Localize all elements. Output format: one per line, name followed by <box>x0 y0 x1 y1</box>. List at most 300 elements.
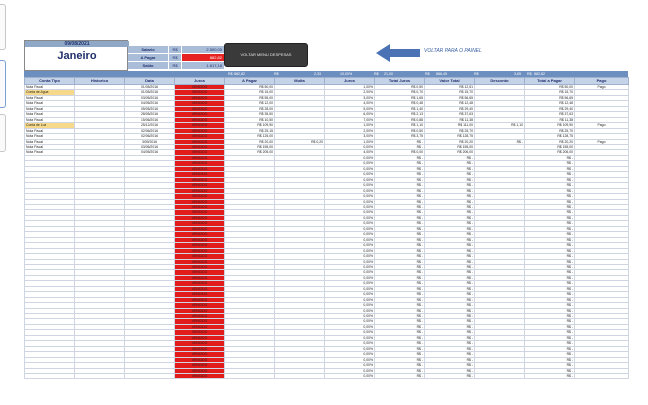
cell-total-pagar[interactable]: R$ - <box>525 161 575 166</box>
cell-juros-status[interactable]: VENCIDO <box>175 90 225 95</box>
cell-valor-total[interactable]: R$ - <box>425 177 475 182</box>
cell-juros-status[interactable]: VENCIDO <box>175 275 225 280</box>
cell-juros-status[interactable]: VENCIDO <box>175 172 225 177</box>
cell-valor-total[interactable]: R$ 29,40 <box>425 106 475 111</box>
cell-valor-total[interactable]: R$ - <box>425 308 475 313</box>
cell-juros-pct[interactable]: 0,00% <box>325 357 375 362</box>
cell-historico[interactable] <box>75 374 125 379</box>
cell-total-juros[interactable]: R$ - <box>375 172 425 177</box>
cell-multa[interactable] <box>275 374 325 379</box>
cell-desconto[interactable]: R$ 1,10 <box>475 123 525 128</box>
cell-juros-status[interactable]: VENCIDO <box>175 188 225 193</box>
cell-valor-total[interactable]: R$ - <box>425 297 475 302</box>
cell-juros-pct[interactable]: 0,00% <box>325 155 375 160</box>
cell-total-pagar[interactable]: R$ 50,00 <box>525 85 575 90</box>
cell-juros-pct[interactable]: 4,00% <box>325 101 375 106</box>
cell-juros-pct[interactable]: 0,00% <box>325 188 375 193</box>
cell-a-pagar[interactable]: R$ 125,00 <box>225 134 275 139</box>
cell-valor-total[interactable]: R$ - <box>425 166 475 171</box>
cell-juros-status[interactable]: VENCIDO <box>175 221 225 226</box>
cell-juros-pct[interactable]: 0,00% <box>325 319 375 324</box>
cell-pago[interactable]: Pago <box>575 85 629 90</box>
cell-juros-pct[interactable]: 4,00% <box>325 150 375 155</box>
cell-total-pagar[interactable]: R$ - <box>525 374 575 379</box>
cell-total-juros[interactable]: R$ 1,65 <box>375 95 425 100</box>
cell-a-pagar[interactable]: R$ 28,00 <box>225 106 275 111</box>
cell-juros-status[interactable]: VENCIDO <box>175 264 225 269</box>
cell-valor-total[interactable]: R$ - <box>425 183 475 188</box>
cell-total-juros[interactable]: R$ - <box>375 264 425 269</box>
column-header[interactable]: Multa <box>275 78 325 85</box>
cell-data[interactable]: 01/05/2016 <box>125 85 175 90</box>
cell-juros-pct[interactable]: 3,00% <box>325 134 375 139</box>
cell-juros-status[interactable]: VENCIDO <box>175 161 225 166</box>
cell-total-pagar[interactable]: R$ - <box>525 177 575 182</box>
cell-total-juros[interactable]: R$ - <box>375 330 425 335</box>
cell-valor-total[interactable]: R$ - <box>425 352 475 357</box>
cell-total-juros[interactable]: R$ - <box>375 183 425 188</box>
cell-valor-total[interactable]: R$ - <box>425 314 475 319</box>
cell-data[interactable] <box>125 374 175 379</box>
cell-total-juros[interactable]: R$ - <box>375 357 425 362</box>
cell-total-juros[interactable]: R$ 0,50 <box>375 128 425 133</box>
cell-juros-status[interactable]: VENCIDO <box>175 368 225 373</box>
cell-valor-total[interactable]: R$ 56,65 <box>425 95 475 100</box>
cell-a-pagar[interactable]: R$ 35,50 <box>225 112 275 117</box>
cell-total-juros[interactable]: R$ 0,88 <box>375 117 425 122</box>
cell-juros-pct[interactable]: 0,00% <box>325 368 375 373</box>
column-header[interactable]: Pago <box>575 78 629 85</box>
cell-a-pagar[interactable]: R$ 109,90 <box>225 123 275 128</box>
cell-valor-total[interactable]: R$ - <box>425 199 475 204</box>
cell-juros-pct[interactable]: 1,00% <box>325 85 375 90</box>
cell-total-pagar[interactable]: R$ - <box>525 199 575 204</box>
column-header[interactable]: Desconto <box>475 78 525 85</box>
cell-valor-total[interactable]: R$ - <box>425 226 475 231</box>
cell-valor-total[interactable]: R$ - <box>425 286 475 291</box>
cell-total-juros[interactable]: R$ - <box>375 259 425 264</box>
cell-total-juros[interactable]: R$ - <box>375 324 425 329</box>
cell-juros-status[interactable]: VENCIDO <box>175 248 225 253</box>
cell-a-pagar[interactable]: R$ 10,50 <box>225 117 275 122</box>
cell-total-pagar[interactable]: R$ 25,70 <box>525 128 575 133</box>
cell-juros-status[interactable]: VENCIDO <box>175 183 225 188</box>
cell-valor-total[interactable]: R$ 128,75 <box>425 134 475 139</box>
cell-total-pagar[interactable]: R$ - <box>525 221 575 226</box>
cell-juros-pct[interactable]: 0,00% <box>325 270 375 275</box>
cell-multa[interactable]: R$ 0,20 <box>275 139 325 144</box>
cell-total-pagar[interactable]: R$ - <box>525 172 575 177</box>
cell-total-pagar[interactable]: R$ - <box>525 270 575 275</box>
cell-juros-pct[interactable]: 0,00% <box>325 161 375 166</box>
cell-juros-status[interactable]: VENCIDO <box>175 281 225 286</box>
cell-total-pagar[interactable]: R$ 29,40 <box>525 106 575 111</box>
cell-a-pagar[interactable]: R$ 20,00 <box>225 139 275 144</box>
cell-juros-status[interactable]: VENCIDO <box>175 123 225 128</box>
cell-juros-pct[interactable]: 0,00% <box>325 166 375 171</box>
cell-data[interactable]: 28/05/2016 <box>125 112 175 117</box>
cell-valor-total[interactable]: R$ - <box>425 243 475 248</box>
cell-juros-pct[interactable]: 0,00% <box>325 308 375 313</box>
cell-valor-total[interactable]: R$ - <box>425 281 475 286</box>
cell-valor-total[interactable]: R$ - <box>425 248 475 253</box>
cell-juros-status[interactable]: VENCIDO <box>175 101 225 106</box>
cell-tipo[interactable]: Nota Fiscal <box>25 106 75 111</box>
cell-valor-total[interactable]: R$ - <box>425 363 475 368</box>
cell-juros-pct[interactable]: 0,00% <box>325 324 375 329</box>
cell-a-pagar[interactable]: R$ 55,00 <box>225 95 275 100</box>
cell-total-juros[interactable]: R$ - <box>375 254 425 259</box>
cell-juros-pct[interactable]: 1,00% <box>325 123 375 128</box>
cell-juros-status[interactable]: VENCIDO <box>175 237 225 242</box>
cell-total-juros[interactable]: R$ - <box>375 194 425 199</box>
cell-total-juros[interactable]: R$ - <box>375 221 425 226</box>
cell-juros-status[interactable]: VENCIDO <box>175 254 225 259</box>
cell-juros-pct[interactable]: 0,00% <box>325 232 375 237</box>
cell-juros-status[interactable]: VENCIDO <box>175 226 225 231</box>
cell-valor-total[interactable]: R$ 111,00 <box>425 123 475 128</box>
cell-total-juros[interactable]: R$ 0,50 <box>375 85 425 90</box>
cell-total-pagar[interactable]: R$ 109,90 <box>525 123 575 128</box>
cell-tipo[interactable]: Conta de Agua <box>25 90 75 95</box>
cell-tipo[interactable]: Nota Fiscal <box>25 144 75 149</box>
cell-juros-status[interactable]: VENCIDO <box>175 324 225 329</box>
cell-pago[interactable] <box>575 374 629 379</box>
cell-valor-total[interactable]: R$ - <box>425 221 475 226</box>
cell-total-pagar[interactable]: R$ - <box>525 204 575 209</box>
cell-juros-pct[interactable]: 0,00% <box>325 215 375 220</box>
cell-a-pagar[interactable]: R$ 205,00 <box>225 150 275 155</box>
column-header[interactable]: Historico <box>75 78 125 85</box>
cell-total-juros[interactable]: R$ - <box>375 374 425 379</box>
cell-total-juros[interactable]: R$ - <box>375 292 425 297</box>
cell-valor-total[interactable]: R$ - <box>425 254 475 259</box>
cell-total-juros[interactable]: R$ - <box>375 308 425 313</box>
cell-total-juros[interactable]: R$ - <box>375 363 425 368</box>
cell-a-pagar[interactable]: R$ 25,15 <box>225 128 275 133</box>
cell-valor-total[interactable]: R$ - <box>425 232 475 237</box>
cell-total-juros[interactable]: R$ 1,40 <box>375 106 425 111</box>
cell-tipo[interactable]: Nota Fiscal <box>25 139 75 144</box>
cell-valor-total[interactable]: R$ - <box>425 259 475 264</box>
cell-data[interactable]: 03/05/2016 <box>125 95 175 100</box>
cell-total-pagar[interactable]: R$ 206,00 <box>525 150 575 155</box>
cell-total-pagar[interactable]: R$ - <box>525 346 575 351</box>
cell-juros-status[interactable]: VENCIDO <box>175 330 225 335</box>
cell-valor-total[interactable]: R$ - <box>425 264 475 269</box>
cell-valor-total[interactable]: R$ - <box>425 204 475 209</box>
column-header[interactable]: Total a Pagar <box>525 78 575 85</box>
cell-juros-status[interactable]: VENCIDO <box>175 112 225 117</box>
cell-juros-status[interactable]: VENCIDO <box>175 204 225 209</box>
cell-data[interactable]: 3/09/2016 <box>125 139 175 144</box>
cell-total-pagar[interactable]: R$ - <box>525 210 575 215</box>
cell-data[interactable]: 02/06/2016 <box>125 134 175 139</box>
cell-tipo[interactable]: Nota Fiscal <box>25 95 75 100</box>
cell-total-juros[interactable]: R$ - <box>375 166 425 171</box>
cell-valor-total[interactable]: R$ - <box>425 155 475 160</box>
column-header[interactable]: Valor Total <box>425 78 475 85</box>
cell-juros-pct[interactable]: 0,00% <box>325 297 375 302</box>
cell-valor-total[interactable]: R$ 15,70 <box>425 90 475 95</box>
cell-a-pagar[interactable] <box>225 374 275 379</box>
cell-data[interactable]: 02/06/2016 <box>125 128 175 133</box>
column-header[interactable]: Juros <box>175 78 225 85</box>
cell-valor-total[interactable]: R$ - <box>425 188 475 193</box>
cell-total-pagar[interactable]: R$ - <box>525 155 575 160</box>
cell-valor-total[interactable]: R$ 25,70 <box>425 128 475 133</box>
arrow-left-icon[interactable] <box>376 44 420 62</box>
cell-total-pagar[interactable]: R$ 155,00 <box>525 144 575 149</box>
cell-tipo[interactable]: Nota Fiscal <box>25 85 75 90</box>
cell-valor-total[interactable]: R$ - <box>425 161 475 166</box>
cell-juros-status[interactable]: VENCIDO <box>175 177 225 182</box>
cell-tipo[interactable]: Nota Fiscal <box>25 134 75 139</box>
cell-total-juros[interactable]: R$ - <box>375 139 425 144</box>
cell-total-pagar[interactable]: R$ - <box>525 183 575 188</box>
cell-total-pagar[interactable]: R$ - <box>525 297 575 302</box>
cell-juros-pct[interactable]: 0,00% <box>325 352 375 357</box>
cell-juros-status[interactable]: VENCIDO <box>175 270 225 275</box>
cell-total-pagar[interactable]: R$ - <box>525 324 575 329</box>
cell-valor-total[interactable]: R$ 12,48 <box>425 101 475 106</box>
cell-juros-pct[interactable]: 0,00% <box>325 330 375 335</box>
cell-juros-status[interactable]: VENCIDO <box>175 134 225 139</box>
cell-valor-total[interactable]: R$ - <box>425 303 475 308</box>
cell-total-juros[interactable]: R$ - <box>375 281 425 286</box>
cell-valor-total[interactable]: R$ - <box>425 237 475 242</box>
cell-total-juros[interactable]: R$ - <box>375 286 425 291</box>
cell-total-juros[interactable]: R$ - <box>375 243 425 248</box>
cell-total-pagar[interactable]: R$ - <box>525 232 575 237</box>
column-header[interactable]: A Pagar <box>225 78 275 85</box>
cell-juros-pct[interactable]: 0,00% <box>325 314 375 319</box>
cell-juros-status[interactable]: VENCIDO <box>175 106 225 111</box>
cell-total-pagar[interactable]: R$ 20,20 <box>525 139 575 144</box>
cell-juros-status[interactable]: VENCIDO <box>175 139 225 144</box>
cell-juros-pct[interactable]: 0,00% <box>325 374 375 379</box>
cell-total-pagar[interactable]: R$ - <box>525 254 575 259</box>
cell-juros-status[interactable]: VENCIDO <box>175 117 225 122</box>
cell-total-pagar[interactable]: R$ - <box>525 363 575 368</box>
cell-total-juros[interactable]: R$ - <box>375 314 425 319</box>
cell-valor-total[interactable]: R$ - <box>425 275 475 280</box>
cell-juros-status[interactable]: VENCIDO <box>175 341 225 346</box>
cell-tipo[interactable]: Nota Fiscal <box>25 128 75 133</box>
cell-total-juros[interactable]: R$ - <box>375 335 425 340</box>
cell-juros-pct[interactable]: 0,00% <box>325 335 375 340</box>
cell-juros-pct[interactable]: 0,00% <box>325 248 375 253</box>
cell-total-juros[interactable]: R$ - <box>375 215 425 220</box>
cell-juros-status[interactable]: VENCIDO <box>175 292 225 297</box>
cell-total-pagar[interactable]: R$ - <box>525 368 575 373</box>
voltar-menu-despesas-button[interactable]: VOLTAR MENU DESPESAS <box>224 43 308 67</box>
column-header[interactable]: Total Juros <box>375 78 425 85</box>
cell-data[interactable]: 04/05/2016 <box>125 101 175 106</box>
cell-valor-total[interactable]: R$ - <box>425 324 475 329</box>
cell-total-juros[interactable]: R$ 1,10 <box>375 123 425 128</box>
cell-juros-pct[interactable]: 0,00% <box>325 286 375 291</box>
cell-a-pagar[interactable]: R$ 15,00 <box>225 90 275 95</box>
cell-total-pagar[interactable]: R$ - <box>525 314 575 319</box>
cell-juros-pct[interactable]: 5,00% <box>325 106 375 111</box>
cell-valor-total[interactable]: R$ 206,00 <box>425 150 475 155</box>
cell-total-juros[interactable]: R$ - <box>375 199 425 204</box>
cell-juros-status[interactable]: VENCIDO <box>175 150 225 155</box>
cell-juros-status[interactable]: VENCIDO <box>175 335 225 340</box>
cell-total-pagar[interactable]: R$ - <box>525 308 575 313</box>
cell-total-juros[interactable]: R$ - <box>375 270 425 275</box>
cell-total-juros[interactable]: R$ - <box>375 275 425 280</box>
cell-juros-pct[interactable]: 0,00% <box>325 341 375 346</box>
cell-valor-total[interactable]: R$ 11,38 <box>425 117 475 122</box>
cell-juros-status[interactable]: VENCIDO <box>175 303 225 308</box>
cell-juros-status[interactable]: VENCIDO <box>175 95 225 100</box>
cell-juros-pct[interactable]: 0,00% <box>325 264 375 269</box>
cell-total-juros[interactable]: R$ - <box>375 177 425 182</box>
cell-juros-status[interactable]: VENCIDO <box>175 243 225 248</box>
cell-a-pagar[interactable]: R$ 12,00 <box>225 101 275 106</box>
cell-total-pagar[interactable]: R$ 128,75 <box>525 134 575 139</box>
cell-juros-status[interactable]: VENCIDO <box>175 374 225 379</box>
cell-valor-total[interactable]: R$ - <box>425 172 475 177</box>
cell-data[interactable]: 03/06/2016 <box>125 144 175 149</box>
cell-total-juros[interactable]: R$ - <box>375 161 425 166</box>
cell-juros-pct[interactable]: 0,00% <box>325 144 375 149</box>
cell-tipo[interactable]: Nota Fiscal <box>25 101 75 106</box>
cell-juros-status[interactable]: VENCIDO <box>175 194 225 199</box>
cell-juros-pct[interactable]: 1,00% <box>325 139 375 144</box>
cell-juros-status[interactable]: VENCIDO <box>175 259 225 264</box>
cell-total-juros[interactable]: R$ - <box>375 144 425 149</box>
cell-valor-total[interactable]: R$ - <box>425 346 475 351</box>
cell-total-pagar[interactable]: R$ - <box>525 352 575 357</box>
side-tab-2[interactable] <box>0 60 6 108</box>
cell-total-juros[interactable]: R$ - <box>375 248 425 253</box>
cell-juros-pct[interactable]: 0,00% <box>325 275 375 280</box>
cell-total-juros[interactable]: R$ - <box>375 155 425 160</box>
cell-juros-pct[interactable]: 0,00% <box>325 194 375 199</box>
column-header[interactable]: Data <box>125 78 175 85</box>
cell-juros-status[interactable]: VENCIDO <box>175 166 225 171</box>
cell-valor-total[interactable]: R$ - <box>425 330 475 335</box>
cell-juros-status[interactable]: VENCIDO <box>175 352 225 357</box>
cell-total-pagar[interactable]: R$ - <box>525 215 575 220</box>
voltar-painel-link[interactable]: VOLTAR PARA O PAINEL <box>424 48 482 54</box>
cell-total-pagar[interactable]: R$ - <box>525 281 575 286</box>
cell-data[interactable]: 25/12/2016 <box>125 123 175 128</box>
cell-tipo[interactable] <box>25 374 75 379</box>
cell-juros-pct[interactable]: 0,00% <box>325 237 375 242</box>
cell-juros-status[interactable]: VENCIDO <box>175 144 225 149</box>
cell-valor-total[interactable]: R$ 12,51 <box>425 85 475 90</box>
cell-total-juros[interactable]: R$ - <box>375 319 425 324</box>
cell-total-juros[interactable]: R$ - <box>375 188 425 193</box>
cell-juros-status[interactable]: VENCIDO <box>175 215 225 220</box>
cell-juros-pct[interactable]: 0,00% <box>325 281 375 286</box>
cell-total-pagar[interactable]: R$ - <box>525 292 575 297</box>
cell-total-pagar[interactable]: R$ 15,70 <box>525 90 575 95</box>
cell-valor-total[interactable]: R$ - <box>425 368 475 373</box>
cell-total-pagar[interactable]: R$ - <box>525 330 575 335</box>
cell-total-pagar[interactable]: R$ - <box>525 194 575 199</box>
cell-data[interactable]: 04/05/2016 <box>125 150 175 155</box>
cell-total-pagar[interactable]: R$ - <box>525 248 575 253</box>
cell-juros-pct[interactable]: 0,00% <box>325 259 375 264</box>
side-tab-1[interactable] <box>0 4 6 50</box>
cell-valor-total[interactable]: R$ - <box>425 374 475 379</box>
cell-total-pagar[interactable]: R$ - <box>525 166 575 171</box>
cell-total-pagar[interactable]: R$ - <box>525 264 575 269</box>
cell-total-juros[interactable]: R$ - <box>375 210 425 215</box>
cell-total-pagar[interactable]: R$ - <box>525 303 575 308</box>
cell-data[interactable]: 05/05/2016 <box>125 106 175 111</box>
cell-total-pagar[interactable]: R$ - <box>525 319 575 324</box>
cell-juros-status[interactable]: VENCIDO <box>175 286 225 291</box>
cell-total-pagar[interactable]: R$ - <box>525 243 575 248</box>
column-header[interactable]: Juros <box>325 78 375 85</box>
cell-valor-total[interactable]: R$ - <box>425 319 475 324</box>
cell-valor-total[interactable]: R$ - <box>425 341 475 346</box>
cell-juros-status[interactable]: VENCIDO <box>175 199 225 204</box>
cell-total-pagar[interactable]: R$ - <box>525 188 575 193</box>
cell-total-pagar[interactable]: R$ 12,48 <box>525 101 575 106</box>
cell-total-juros[interactable]: R$ - <box>375 204 425 209</box>
cell-juros-pct[interactable]: 0,00% <box>325 243 375 248</box>
cell-juros-status[interactable]: VENCIDO <box>175 297 225 302</box>
cell-valor-total[interactable]: R$ - <box>425 210 475 215</box>
cell-valor-total[interactable]: R$ 37,63 <box>425 112 475 117</box>
cell-juros-status[interactable]: VENCIDO <box>175 85 225 90</box>
cell-juros-pct[interactable]: 0,00% <box>325 204 375 209</box>
cell-data[interactable]: 15/06/2016 <box>125 117 175 122</box>
cell-total-juros[interactable]: R$ 3,75 <box>375 134 425 139</box>
cell-tipo[interactable]: Nota Fiscal <box>25 112 75 117</box>
cell-juros-status[interactable]: VENCIDO <box>175 363 225 368</box>
cell-total-juros[interactable]: R$ 0,48 <box>375 101 425 106</box>
cell-total-pagar[interactable]: R$ - <box>525 357 575 362</box>
cell-juros-status[interactable]: VENCIDO <box>175 155 225 160</box>
cell-juros-status[interactable]: VENCIDO <box>175 357 225 362</box>
cell-juros-pct[interactable]: 0,00% <box>325 210 375 215</box>
cell-juros-pct[interactable]: 0,00% <box>325 221 375 226</box>
cell-juros-pct[interactable]: 3,00% <box>325 95 375 100</box>
cell-valor-total[interactable]: R$ - <box>425 194 475 199</box>
cell-total-juros[interactable]: R$ - <box>375 237 425 242</box>
cell-juros-status[interactable]: VENCIDO <box>175 128 225 133</box>
cell-total-pagar[interactable]: R$ - <box>525 286 575 291</box>
cell-juros-status[interactable]: VENCIDO <box>175 314 225 319</box>
cell-total-juros[interactable]: R$ - <box>375 368 425 373</box>
cell-juros-pct[interactable]: 2,00% <box>325 90 375 95</box>
cell-total-juros[interactable]: R$ 0,00 <box>375 150 425 155</box>
cell-juros-pct[interactable]: 0,00% <box>325 172 375 177</box>
cell-valor-total[interactable]: R$ 155,00 <box>425 144 475 149</box>
cell-tipo[interactable]: Nota Fiscal <box>25 117 75 122</box>
cell-tipo[interactable]: Nota Fiscal <box>25 150 75 155</box>
cell-valor-total[interactable]: R$ - <box>425 215 475 220</box>
cell-juros-pct[interactable]: 0,00% <box>325 177 375 182</box>
cell-juros-pct[interactable]: 0,00% <box>325 346 375 351</box>
cell-juros-status[interactable]: VENCIDO <box>175 232 225 237</box>
cell-total-juros[interactable]: R$ - <box>375 352 425 357</box>
cell-total-juros[interactable]: R$ 0,70 <box>375 90 425 95</box>
cell-total-juros[interactable]: R$ 2,13 <box>375 112 425 117</box>
cell-total-juros[interactable]: R$ - <box>375 303 425 308</box>
cell-desconto[interactable]: R$ - <box>475 139 525 144</box>
cell-juros-status[interactable]: VENCIDO <box>175 319 225 324</box>
cell-tipo[interactable]: Conta de Luz <box>25 123 75 128</box>
